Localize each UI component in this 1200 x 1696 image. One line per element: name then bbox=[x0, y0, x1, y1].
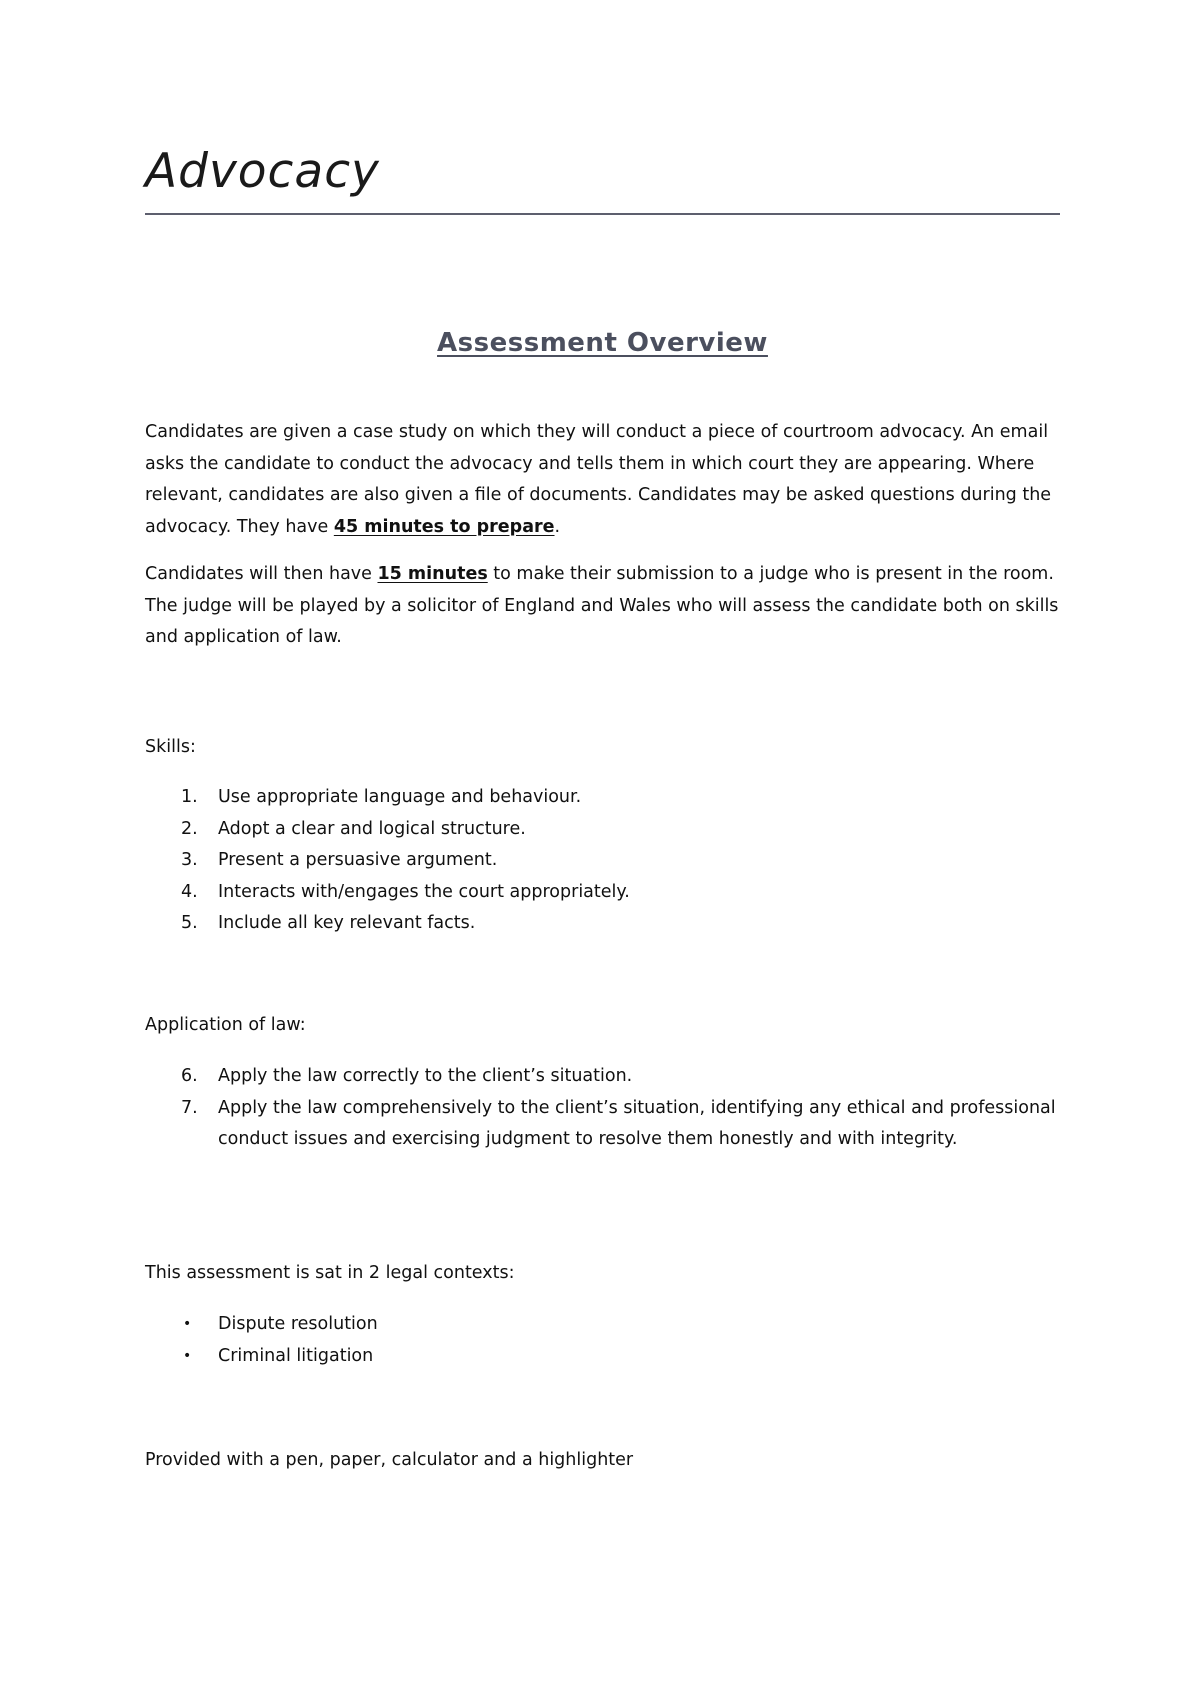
list-number: 7. bbox=[181, 1097, 198, 1118]
list-number: 2. bbox=[181, 818, 198, 839]
skills-label: Skills: bbox=[145, 737, 196, 757]
list-item bbox=[145, 814, 1060, 846]
list-item-text: Use appropriate language and behaviour. bbox=[218, 787, 582, 807]
intro-paragraph-1-text: Candidates are given a case study on which they will conduct a piece of courtroom advocacy. An email asks the candidate to conduct the advocacy and tells them in which court they are appearing. Where relevant, candidates are also given a file of documents. Candidates may be asked questions during the advocacy. They have bbox=[145, 422, 1052, 537]
intro-paragraph-2-text: to make their submission to a judge who is present in the room. The judge will be played by a solicitor of England and Wales who will assess the candidate both on skills and application of law. bbox=[145, 564, 1059, 647]
prep-time-emphasis: 45 minutes to prepare bbox=[333, 516, 555, 537]
list-item bbox=[145, 845, 1060, 877]
document-title: Advocacy bbox=[145, 144, 380, 199]
list-number: 6. bbox=[181, 1066, 198, 1086]
section-heading-text: Assessment Overview bbox=[437, 328, 768, 358]
list-item-text: Criminal litigation bbox=[218, 1345, 374, 1366]
contexts-list bbox=[145, 1309, 1060, 1372]
intro-paragraph-2 bbox=[145, 559, 1060, 654]
list-item bbox=[145, 1061, 1060, 1093]
list-item-text: Apply the law correctly to the client’s situation. bbox=[218, 1066, 633, 1086]
list-item bbox=[145, 1309, 1060, 1341]
list-number: 1. bbox=[181, 787, 198, 807]
list-item bbox=[145, 782, 1060, 814]
submission-time-emphasis: 15 minutes bbox=[377, 564, 488, 584]
list-item bbox=[145, 877, 1060, 909]
list-item-text: Apply the law comprehensively to the client’s situation, identifying any ethical and professional conduct issues and exercising judgment to resolve them honestly and with integrity. bbox=[218, 1097, 1056, 1149]
bullet-icon: • bbox=[183, 1347, 192, 1364]
list-number: 4. bbox=[181, 881, 198, 902]
list-item bbox=[145, 1093, 1060, 1156]
intro-paragraph-1 bbox=[145, 417, 1060, 543]
skills-list bbox=[145, 782, 1060, 940]
application-of-law-label: Application of law: bbox=[145, 1015, 306, 1035]
list-number: 5. bbox=[181, 913, 198, 933]
list-item-text: Dispute resolution bbox=[218, 1314, 378, 1334]
list-number: 3. bbox=[181, 850, 198, 870]
intro-paragraph-1-end: . bbox=[554, 516, 561, 537]
list-item-text: Present a persuasive argument. bbox=[218, 850, 498, 870]
title-rule bbox=[145, 213, 1060, 215]
bullet-icon: • bbox=[183, 1316, 192, 1332]
intro-paragraph-2-start: Candidates will then have bbox=[145, 564, 378, 584]
list-item bbox=[145, 1341, 1060, 1373]
materials-note: Provided with a pen, paper, calculator and a highlighter bbox=[145, 1450, 634, 1470]
contexts-label: This assessment is sat in 2 legal contexts: bbox=[145, 1263, 515, 1283]
list-item-text: Adopt a clear and logical structure. bbox=[218, 818, 526, 839]
section-heading bbox=[145, 326, 1060, 360]
application-of-law-list bbox=[145, 1061, 1060, 1156]
list-item bbox=[145, 908, 1060, 940]
list-item-text: Interacts with/engages the court appropriately. bbox=[218, 881, 630, 902]
list-item-text: Include all key relevant facts. bbox=[218, 913, 476, 933]
document-page bbox=[145, 0, 1060, 1696]
